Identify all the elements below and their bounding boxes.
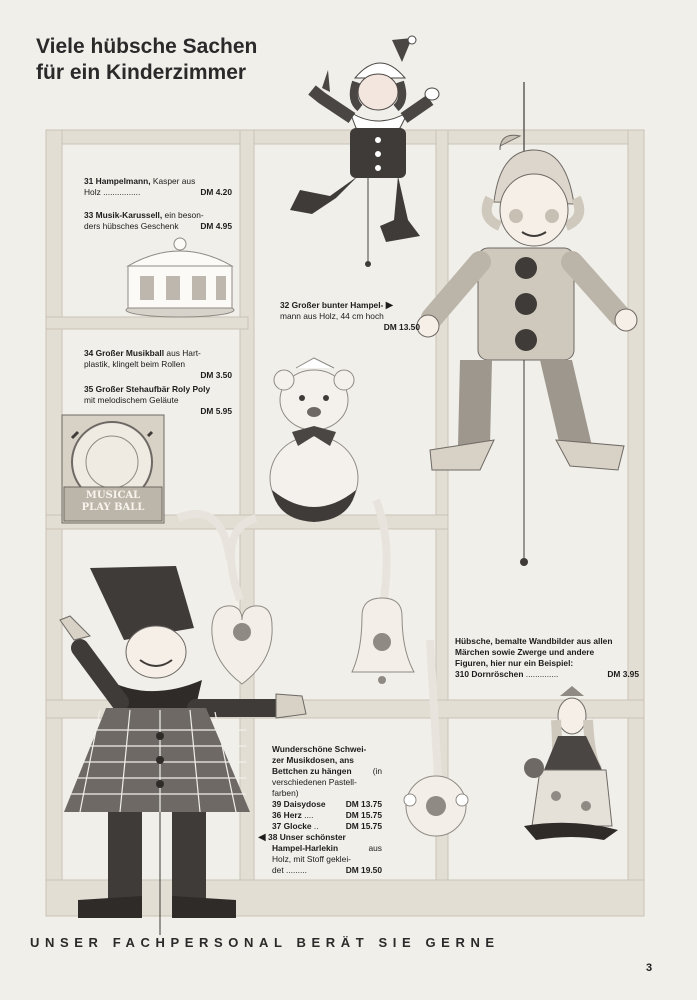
heart-music-box [178, 514, 272, 684]
music-boxes-line-2: zer Musikdosen, ans [272, 755, 354, 765]
caption-music-boxes [272, 744, 382, 832]
caption-product-34 [84, 348, 232, 381]
product-38-line-3: Holz, mit Stoff geklei- [272, 854, 351, 864]
product-31-dots: ................ [103, 187, 141, 197]
box-label-line-2: PLAY BALL [81, 502, 145, 513]
product-33-price: DM 4.95 [200, 221, 232, 231]
caption-wall-pictures [455, 636, 639, 680]
product-32-number: 32 [280, 300, 290, 310]
product-31-number: 31 [84, 176, 94, 186]
product-38-line-1: Unser schönster [279, 832, 346, 842]
caption-product-33 [84, 210, 232, 232]
music-boxes-line-1: Wunderschöne Schwei- [272, 744, 367, 754]
large-jumping-jack-toy [417, 82, 637, 566]
pointer-right-icon: ▶ [385, 300, 394, 311]
product-38-line-2: Hampel-Harlekin [272, 843, 339, 853]
product-32-desc: mann aus Holz, 44 cm hoch [280, 311, 384, 321]
product-31-price: DM 4.20 [200, 187, 232, 197]
music-carousel-toy [126, 238, 234, 317]
wall-picture-dots: .............. [525, 669, 559, 679]
music-boxes-line-4: (in [372, 766, 382, 776]
wall-picture-number: 310 [455, 669, 469, 679]
music-box-item-36: 36 Herz .... DM 15.75 [272, 810, 382, 820]
product-31-desc-2: Holz [84, 187, 101, 197]
wall-picture-name: Dornröschen [471, 669, 524, 679]
headline-line-2: für ein Kinderzimmer [36, 61, 247, 84]
product-32-name: Großer bunter Hampel- [291, 300, 384, 310]
product-33-number: 33 [84, 210, 94, 220]
product-32-price: DM 13.50 [383, 322, 420, 332]
music-boxes-line-5: verschiedenen Pastell- [272, 777, 357, 787]
product-33-desc: ein beson- [164, 210, 204, 220]
product-34-price: DM 3.50 [200, 370, 232, 380]
caption-product-35 [84, 384, 232, 417]
product-35-price: DM 5.95 [200, 406, 232, 416]
product-38-price: DM 19.50 [345, 865, 382, 875]
caption-product-31 [84, 176, 232, 198]
headline-line-1: Viele hübsche Sachen [36, 35, 258, 58]
product-33-desc-2: ders hübsches Geschenk [84, 221, 179, 231]
product-31-desc: Kasper aus [152, 176, 196, 186]
caption-product-38: ◀ 38 Unser schönster Hampel-Harlekin aus Holz, mit Stoff geklei- det ......... DM 19.50 [258, 832, 382, 875]
wall-pictures-line-2: Märchen sowie Zwerge und andere [455, 647, 595, 657]
small-jumping-jack-toy [290, 36, 439, 267]
music-box-item-39: 39 Daisydose DM 13.75 [272, 799, 382, 809]
footer-slogan: UNSER FACHPERSONAL BERÄT SIE GERNE [30, 935, 500, 950]
box-label-line-1: MUSICAL [85, 490, 141, 501]
product-34-number: 34 [84, 348, 94, 358]
product-34-desc-2: plastik, klingelt beim Rollen [84, 359, 186, 369]
wall-pictures-line-1: Hübsche, bemalte Wandbilder aus allen [455, 636, 613, 646]
music-box-item-37: 37 Glocke .. DM 15.75 [272, 821, 382, 831]
music-boxes-line-6: farben) [272, 788, 299, 798]
product-31-name: Hampelmann, [95, 176, 151, 186]
product-35-number: 35 [84, 384, 94, 394]
musical-play-ball-label [66, 490, 160, 514]
product-34-name: Großer Musikball [95, 348, 165, 358]
pointer-left-icon: ◀ [258, 832, 266, 843]
page-number: 3 [646, 962, 653, 974]
music-boxes-line-3: Bettchen zu hängen [272, 766, 352, 776]
product-35-name: Großer Stehaufbär Roly Poly [95, 384, 211, 394]
product-34-desc: aus Hart- [166, 348, 201, 358]
product-38-number: 38 [268, 832, 278, 842]
roly-poly-bear-toy [270, 358, 358, 522]
wall-pictures-line-3: Figuren, hier nur ein Beispiel: [455, 658, 574, 668]
product-35-desc: mit melodischem Geläute [84, 395, 179, 405]
product-33-name: Musik-Karussell, [95, 210, 163, 220]
wall-picture-price: DM 3.95 [607, 669, 639, 679]
caption-product-32 [280, 300, 420, 333]
